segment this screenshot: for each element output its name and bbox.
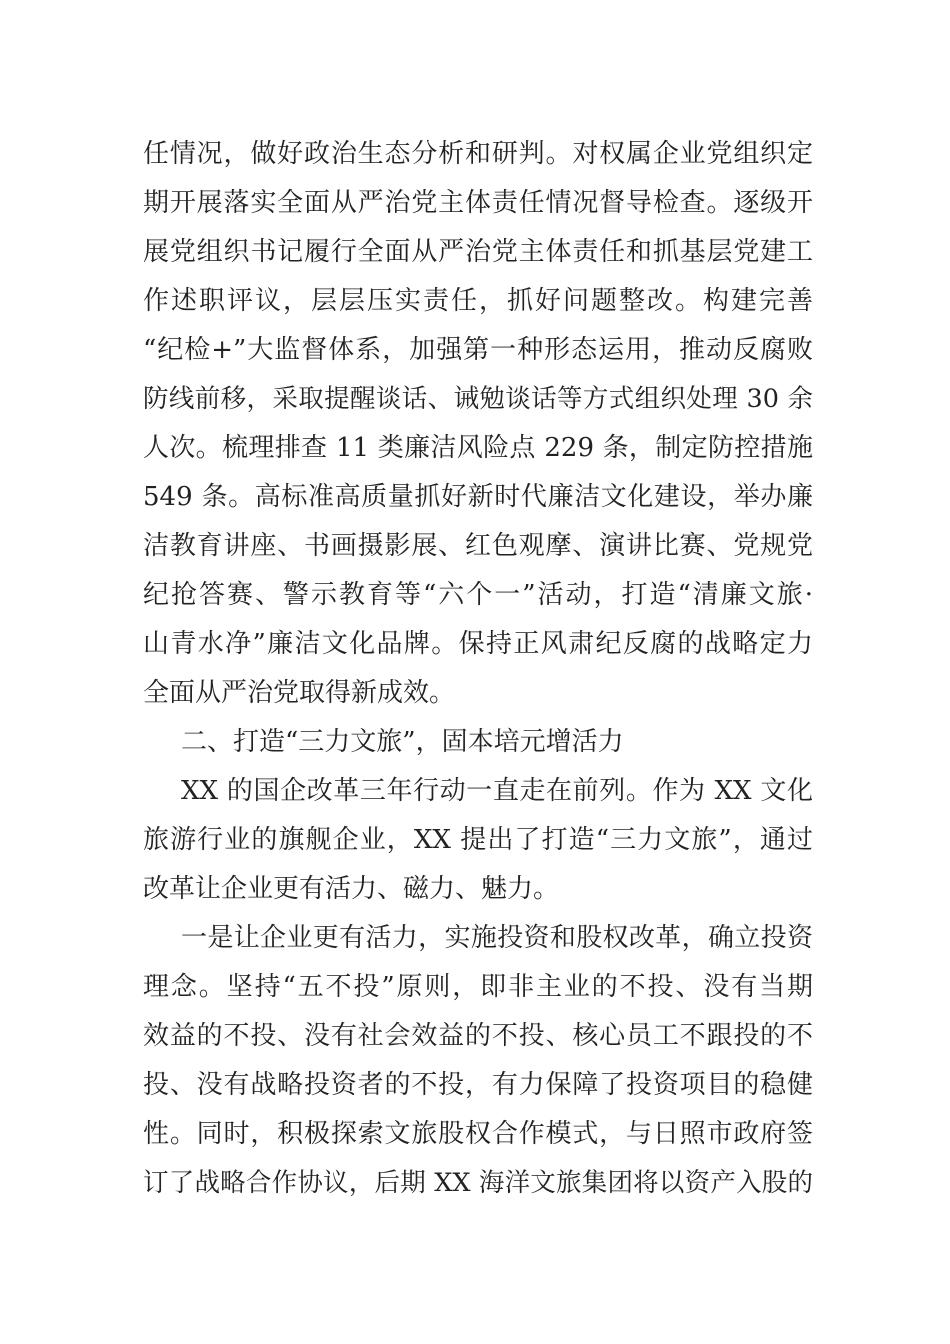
text-line: 任情况，做好政治生态分析和研判。对权属企业党组织定 [143, 139, 813, 169]
text-line: 549 条。高标准高质量抓好新时代廉洁文化建设，举办廉 [143, 482, 813, 512]
text-line: 作述职评议，层层压实责任，抓好问题整改。构建完善 [143, 286, 813, 316]
text-line: 理念。坚持“五不投”原则，即非主业的不投、没有当期 [143, 972, 813, 1002]
text-line: 防线前移，采取提醒谈话、诫勉谈话等方式组织处理 30 余 [143, 384, 813, 414]
text-line: 山青水净”廉洁文化品牌。保持正风肃纪反腐的战略定力 [143, 629, 813, 659]
text-line: 期开展落实全面从严治党主体责任情况督导检查。逐级开 [143, 188, 813, 218]
text-line: 人次。梳理排查 11 类廉洁风险点 229 条，制定防控措施 [143, 433, 813, 463]
text-line: 全面从严治党取得新成效。 [143, 678, 456, 708]
text-line: 纪抢答赛、警示教育等“六个一”活动，打造“清廉文旅· [143, 580, 813, 610]
text-line: 性。同时，积极探索文旅股权合作模式，与日照市政府签 [143, 1119, 813, 1149]
section-heading: 二、打造“三力文旅”，固本培元增活力 [181, 727, 624, 757]
text-line: 展党组织书记履行全面从严治党主体责任和抓基层党建工 [143, 237, 813, 267]
text-line: 旅游行业的旗舰企业，XX 提出了打造“三力文旅”，通过 [143, 825, 813, 855]
document-body [143, 130, 813, 1208]
text-line: 一是让企业更有活力，实施投资和股权改革，确立投资 [181, 923, 813, 953]
text-line: 投、没有战略投资者的不投，有力保障了投资项目的稳健 [143, 1070, 813, 1100]
text-line: 效益的不投、没有社会效益的不投、核心员工不跟投的不 [143, 1021, 813, 1051]
text-line: XX 的国企改革三年行动一直走在前列。作为 XX 文化 [181, 776, 813, 806]
text-line: “纪检+”大监督体系，加强第一种形态运用，推动反腐败 [143, 335, 813, 365]
text-line: 改革让企业更有活力、磁力、魅力。 [143, 874, 560, 904]
text-line: 订了战略合作协议，后期 XX 海洋文旅集团将以资产入股的 [143, 1168, 813, 1198]
text-line: 洁教育讲座、书画摄影展、红色观摩、演讲比赛、党规党 [143, 531, 813, 561]
